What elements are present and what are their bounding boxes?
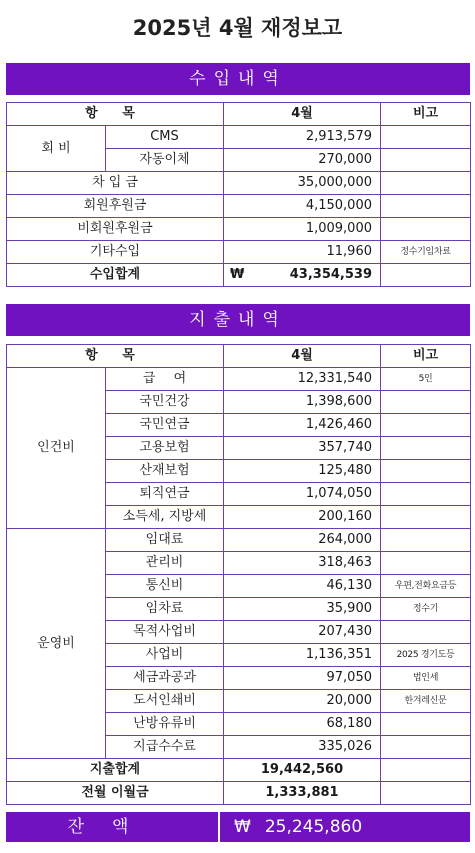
row-amount: 318,463	[224, 552, 381, 575]
row-amount: 20,000	[224, 690, 381, 713]
row-amount: 1,009,000	[224, 218, 381, 241]
row-label: 도서인쇄비	[106, 690, 224, 713]
row-note	[381, 391, 471, 414]
row-amount: 1,426,460	[224, 414, 381, 437]
expense-total-amount: 19,442,560	[224, 759, 381, 782]
row-amount: 4,150,000	[224, 195, 381, 218]
currency-symbol: ₩	[230, 267, 245, 282]
expense-banner-label: 지출내역	[189, 310, 287, 330]
row-amount: 264,000	[224, 529, 381, 552]
row-amount: 35,000,000	[224, 172, 381, 195]
table-row	[7, 195, 471, 218]
carryover-amount: 1,333,881	[224, 782, 381, 805]
row-note: 정수기	[381, 598, 471, 621]
row-label: 지급수수료	[106, 736, 224, 759]
balance-bar	[6, 812, 470, 842]
table-row	[7, 241, 471, 264]
row-label: 회원후원금	[7, 195, 224, 218]
carryover-row	[7, 782, 471, 805]
row-amount: 125,480	[224, 460, 381, 483]
row-label: 고용보험	[106, 437, 224, 460]
row-amount: 46,130	[224, 575, 381, 598]
balance-amount: 25,245,860	[264, 817, 363, 837]
row-amount: 97,050	[224, 667, 381, 690]
expense-table	[6, 344, 471, 805]
row-amount: 357,740	[224, 437, 381, 460]
currency-symbol: ₩	[234, 817, 251, 837]
row-note: 우편,전화요금등	[381, 575, 471, 598]
row-label: 국민건강	[106, 391, 224, 414]
row-label: 기타수입	[7, 241, 224, 264]
expense-total-row	[7, 759, 471, 782]
row-label: 산재보험	[106, 460, 224, 483]
row-note: 한겨레신문	[381, 690, 471, 713]
expense-header-month: 4월	[224, 345, 381, 368]
row-amount: 1,398,600	[224, 391, 381, 414]
row-amount: 207,430	[224, 621, 381, 644]
income-total-label: 수입합계	[7, 264, 224, 287]
row-note	[381, 736, 471, 759]
income-banner	[6, 63, 470, 95]
row-note	[381, 172, 471, 195]
row-label: 목적사업비	[106, 621, 224, 644]
row-note	[381, 264, 471, 287]
row-label: 소득세, 지방세	[106, 506, 224, 529]
income-total-amount	[224, 264, 381, 287]
row-note	[381, 195, 471, 218]
table-row	[7, 126, 471, 149]
row-note	[381, 782, 471, 805]
row-label: 퇴직연금	[106, 483, 224, 506]
row-label: 세금과공과	[106, 667, 224, 690]
income-header-month: 4월	[224, 103, 381, 126]
table-row	[7, 172, 471, 195]
table-row	[7, 529, 471, 552]
row-amount: 270,000	[224, 149, 381, 172]
row-label: 난방유류비	[106, 713, 224, 736]
income-table	[6, 102, 471, 287]
row-amount: 2,913,579	[224, 126, 381, 149]
row-amount: 1,074,050	[224, 483, 381, 506]
row-label: 국민연금	[106, 414, 224, 437]
row-label: 통신비	[106, 575, 224, 598]
row-amount: 12,331,540	[224, 368, 381, 391]
row-note	[381, 149, 471, 172]
row-note: 2025 경기도등	[381, 644, 471, 667]
income-header-row	[7, 103, 471, 126]
table-row	[7, 218, 471, 241]
row-note	[381, 483, 471, 506]
row-note	[381, 759, 471, 782]
expense-total-label: 지출합계	[7, 759, 224, 782]
expense-header-note: 비고	[381, 345, 471, 368]
expense-header-item: 항 목	[7, 345, 224, 368]
row-label: CMS	[106, 126, 224, 149]
row-label: 급 여	[106, 368, 224, 391]
row-amount: 200,160	[224, 506, 381, 529]
carryover-label: 전월 이월금	[7, 782, 224, 805]
income-total-value: 43,354,539	[289, 267, 372, 282]
row-label: 관리비	[106, 552, 224, 575]
row-label: 비회원후원금	[7, 218, 224, 241]
row-amount: 1,136,351	[224, 644, 381, 667]
row-label: 자동이체	[106, 149, 224, 172]
row-label: 차 입 금	[7, 172, 224, 195]
row-note	[381, 552, 471, 575]
income-header-item: 항 목	[7, 103, 224, 126]
row-note	[381, 218, 471, 241]
page-title: 2025년 4월 재정보고	[132, 16, 343, 40]
row-note	[381, 621, 471, 644]
expense-header-row	[7, 345, 471, 368]
row-note	[381, 460, 471, 483]
row-amount: 11,960	[224, 241, 381, 264]
row-note	[381, 506, 471, 529]
operating-group-label: 운영비	[7, 529, 106, 759]
row-label: 사업비	[106, 644, 224, 667]
row-note	[381, 713, 471, 736]
row-note: 법인세	[381, 667, 471, 690]
income-total-row	[7, 264, 471, 287]
row-note	[381, 437, 471, 460]
balance-label: 잔액	[6, 812, 220, 842]
expense-banner	[6, 304, 470, 336]
income-group-label: 회 비	[7, 126, 106, 172]
balance-value-cell	[220, 812, 470, 842]
row-label: 임대료	[106, 529, 224, 552]
row-amount: 35,900	[224, 598, 381, 621]
row-note	[381, 529, 471, 552]
row-note: 정수기임차료	[381, 241, 471, 264]
row-note: 5인	[381, 368, 471, 391]
personnel-group-label: 인건비	[7, 368, 106, 529]
income-header-note: 비고	[381, 103, 471, 126]
row-note	[381, 126, 471, 149]
row-label: 임차료	[106, 598, 224, 621]
table-row	[7, 368, 471, 391]
row-note	[381, 414, 471, 437]
row-amount: 68,180	[224, 713, 381, 736]
income-banner-label: 수입내역	[189, 69, 287, 89]
row-amount: 335,026	[224, 736, 381, 759]
